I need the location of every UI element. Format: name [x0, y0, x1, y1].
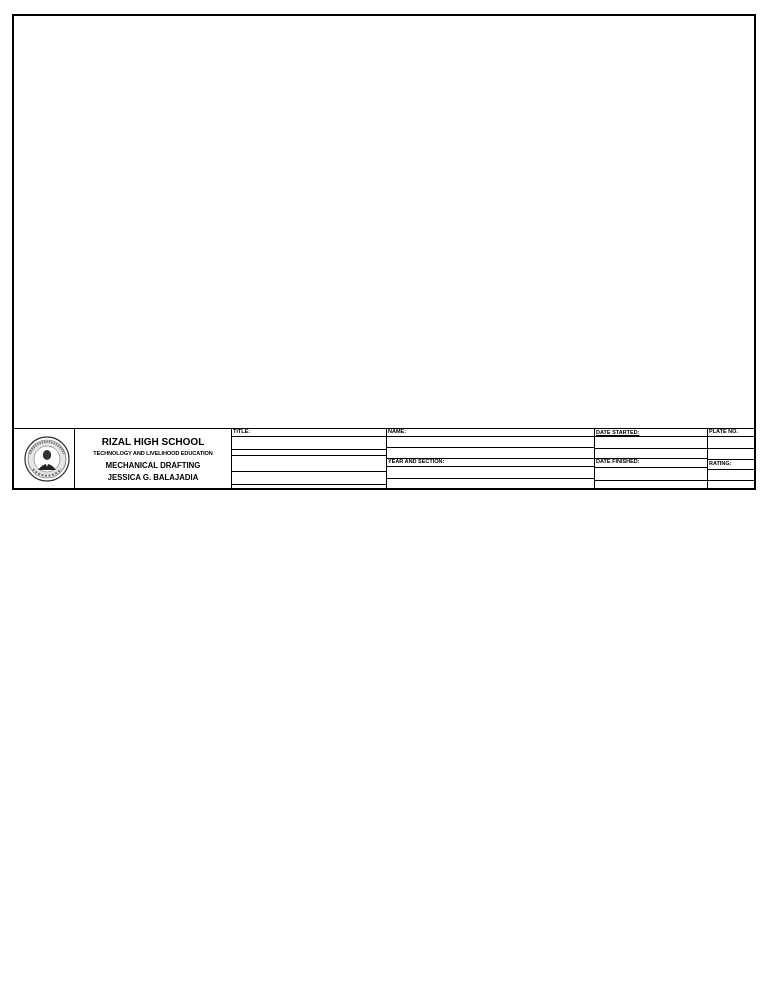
- divider: [707, 448, 754, 449]
- year-section-label: YEAR AND SECTION:: [388, 459, 445, 465]
- title-label: TITLE:: [233, 429, 251, 435]
- divider: [231, 484, 386, 485]
- divider: [386, 447, 594, 448]
- divider: [707, 480, 754, 481]
- title-block: [14, 428, 754, 488]
- divider: [594, 480, 707, 481]
- divider: [707, 436, 754, 437]
- divider: [386, 436, 594, 437]
- drawing-area: [14, 16, 754, 428]
- divider: [386, 466, 594, 467]
- date-finished-label: DATE FINISHED:: [596, 459, 640, 465]
- divider: [594, 436, 707, 437]
- date-started-label: DATE STARTED:: [596, 430, 640, 436]
- subject-name: MECHANICAL DRAFTING: [105, 461, 201, 470]
- seal-cell: [14, 429, 74, 489]
- divider: [707, 469, 754, 470]
- divider: [231, 429, 232, 488]
- divider: [231, 471, 386, 472]
- rating-label: RATING:: [709, 461, 732, 467]
- divider: [594, 467, 707, 468]
- divider: [707, 459, 754, 460]
- divider: [594, 448, 707, 449]
- divider: [231, 455, 386, 456]
- divider: [231, 436, 386, 437]
- school-seal-icon: [24, 436, 70, 482]
- drafting-plate-sheet: [12, 14, 756, 490]
- divider: [231, 449, 386, 450]
- divider: [386, 478, 594, 479]
- department-name: TECHNOLOGY AND LIVELIHOOD EDUCATION: [93, 451, 213, 457]
- name-label: NAME:: [388, 429, 407, 435]
- teacher-name: JESSICA G. BALAJADIA: [107, 473, 199, 482]
- plate-no-label: PLATE NO.: [709, 429, 738, 435]
- school-name: RIZAL HIGH SCHOOL: [101, 437, 205, 448]
- school-info: [75, 429, 231, 489]
